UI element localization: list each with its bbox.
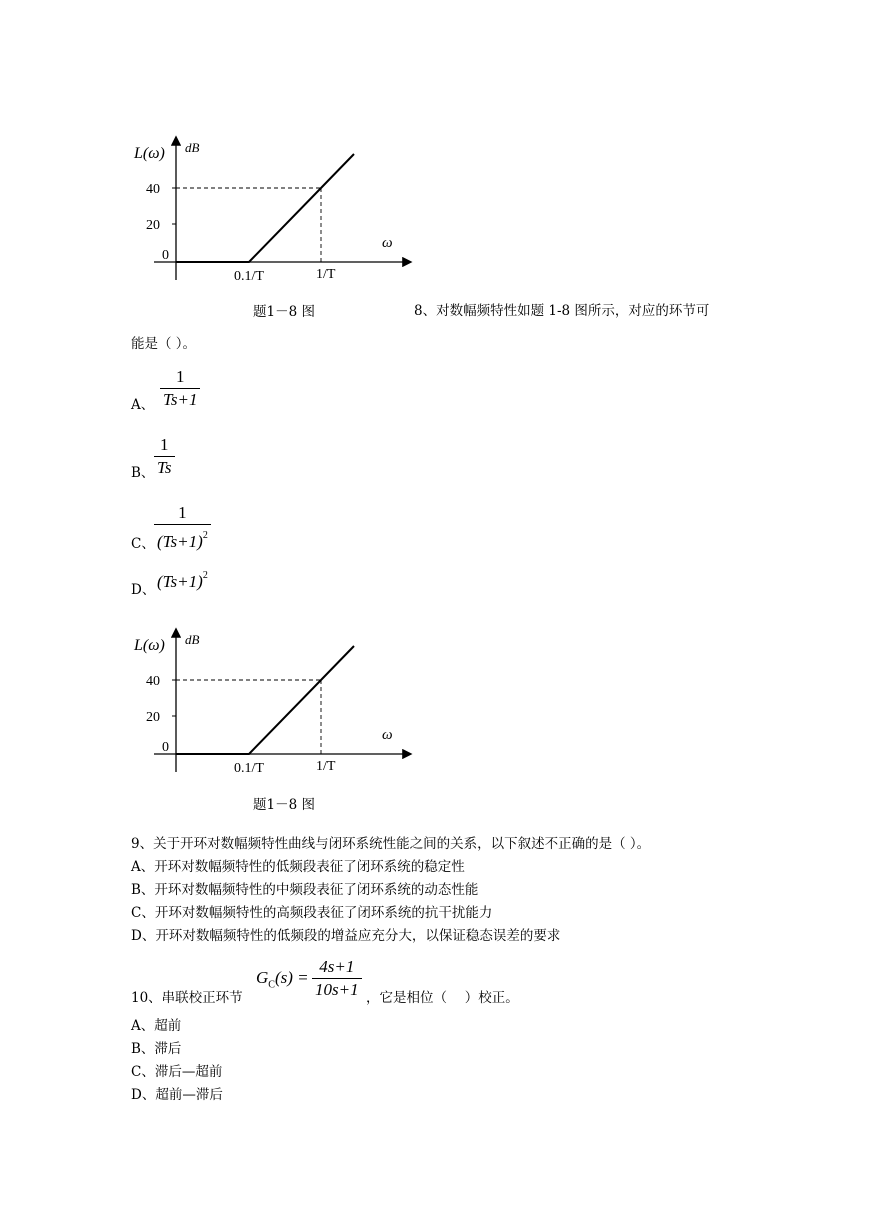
q9-stem: 9、关于开环对数幅频特性曲线与闭环系统性能之间的关系，以下叙述不正确的是（ ）。 [131,836,651,852]
x-axis-label: ω [382,727,393,743]
q9-option-c: C、开环对数幅频特性的高频段表征了闭环系统的抗干扰能力 [131,905,493,921]
q8-option-a-prefix: A、 [131,397,155,413]
q10-stem-before: 10、串联校正环节 [131,990,243,1006]
y-tick-40: 40 [146,674,160,689]
figure-2-caption: 题1－8 图 [253,797,315,813]
x-tick-1T: 1/T [316,759,336,774]
q10-formula: $\frac{4s+1}{10s+1}$ [312,956,362,1001]
q10-stem-after: ，它是相位（ ）校正。 [366,990,519,1006]
q8-option-d-formula: $(Ts+1)^2$ [157,570,208,591]
q10-option-a: A、超前 [131,1018,182,1034]
q9-option-d: D、开环对数幅频特性的低频段的增益应充分大，以保证稳态误差的要求 [131,928,561,944]
bode-figure-2 [120,622,420,782]
x-tick-01T: 0.1/T [234,761,264,776]
x-tick-01T: 0.1/T [234,269,264,284]
q8-option-c-prefix: C、 [131,536,155,552]
y-tick-0: 0 [162,740,169,755]
series-line [176,154,354,262]
series-line [176,646,354,754]
q9-option-a: A、开环对数幅频特性的低频段表征了闭环系统的稳定性 [131,859,465,875]
q8-option-a-formula: $\frac{1}{Ts+1}$ [160,366,200,411]
q10-option-b: B、滞后 [131,1041,182,1057]
q8-option-b-formula: $\frac{1}{Ts}$ [154,434,175,479]
y-axis-label: L(ω) [134,145,165,162]
bode-figure-1 [120,130,420,290]
q10-option-c: C、滞后—超前 [131,1064,223,1080]
q10-gc-lhs: $G_C(s)$ = [256,968,309,991]
y-axis-unit: dB [185,632,200,647]
q8-option-b-prefix: B、 [131,465,155,481]
q10-option-d: D、超前—滞后 [131,1087,223,1103]
y-tick-40: 40 [146,182,160,197]
q8-text-part1: 8、对数幅频特性如题 1-8 图所示，对应的环节可 [414,303,710,319]
x-tick-1T: 1/T [316,267,336,282]
y-axis-label: L(ω) [134,637,165,654]
q8-text-part2: 能是（ ）。 [131,336,197,352]
q8-option-d-prefix: D、 [131,582,156,598]
q8-option-c-formula: $\frac{1}{(Ts+1)^2}$ [154,502,211,553]
y-tick-20: 20 [146,218,160,233]
figure-1-caption: 题1－8 图 [253,304,315,320]
x-axis-label: ω [382,235,393,251]
q9-option-b: B、开环对数幅频特性的中频段表征了闭环系统的动态性能 [131,882,479,898]
y-axis-unit: dB [185,140,200,155]
y-tick-20: 20 [146,710,160,725]
y-tick-0: 0 [162,248,169,263]
